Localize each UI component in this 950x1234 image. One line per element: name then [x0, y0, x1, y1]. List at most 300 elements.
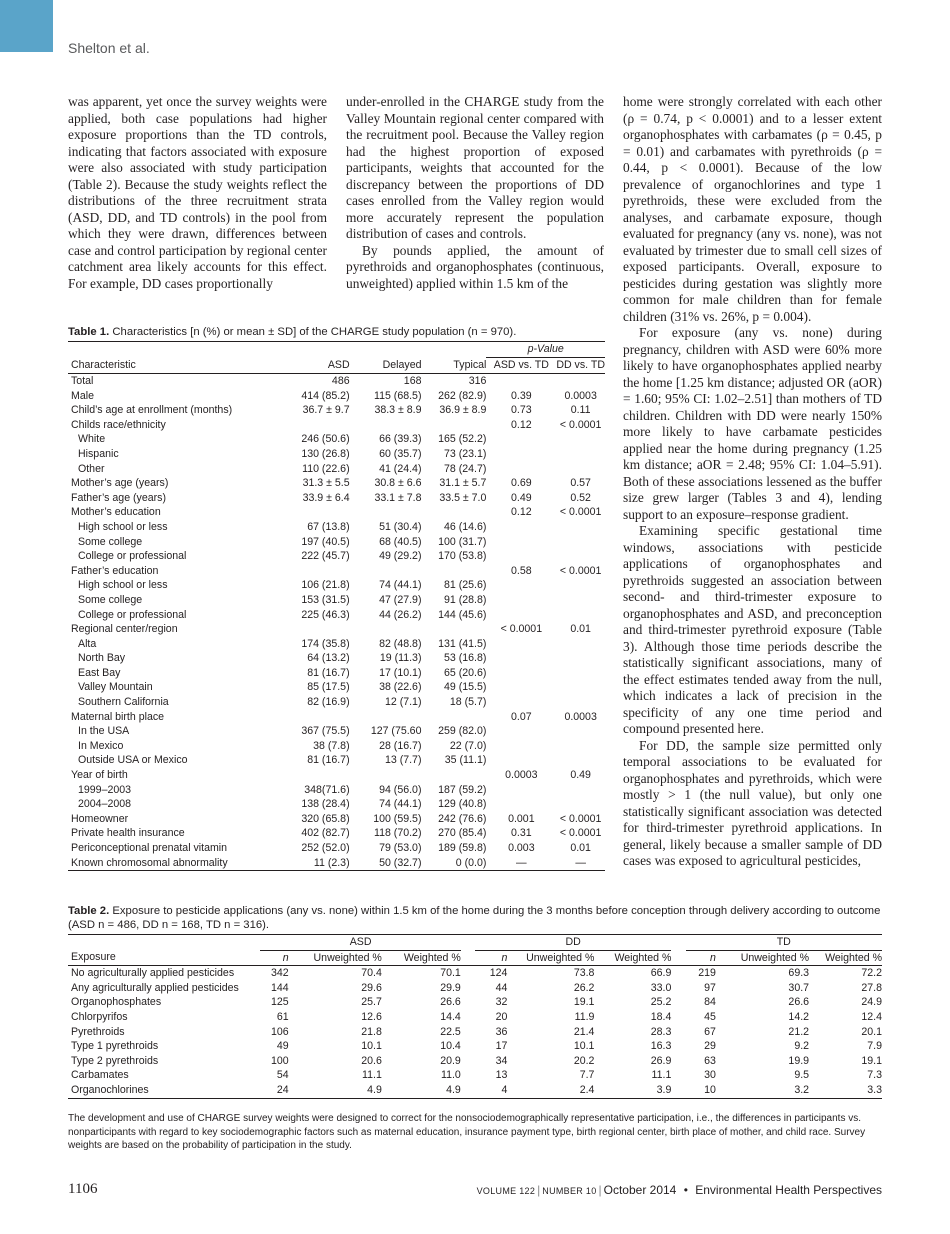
- table-cell: 94 (56.0): [379, 783, 422, 796]
- table-cell: < 0.0001: [559, 812, 602, 825]
- table-cell: [486, 753, 556, 768]
- table-cell: 219: [698, 967, 716, 980]
- table-cell: 0.73: [511, 404, 532, 417]
- table-cell: [268, 418, 350, 433]
- col-header: Typical: [453, 358, 487, 371]
- spacer-cell: [461, 1010, 475, 1025]
- table-row: [68, 812, 605, 827]
- table-cell: 189 (59.8): [438, 842, 487, 854]
- table-cell: 29.6: [361, 981, 382, 994]
- table-cell: 81 (16.7): [307, 754, 350, 767]
- table-cell: 36: [495, 1025, 508, 1038]
- table-cell: 21.2: [788, 1025, 810, 1038]
- table-cell: [486, 724, 556, 739]
- table-cell: [486, 549, 556, 564]
- table-cell: Mother’s education: [71, 506, 161, 519]
- table-cell: 36.9 ± 8.9: [439, 404, 487, 417]
- table-cell: 97: [704, 981, 716, 994]
- table-cell: 4.9: [446, 1083, 461, 1096]
- table-row: [68, 520, 605, 535]
- table-cell: 170 (53.8): [438, 550, 487, 563]
- table-cell: 0.12: [511, 418, 532, 431]
- page-number: 1106: [68, 1181, 98, 1197]
- table-row: [68, 666, 605, 681]
- spacer-cell: [671, 1039, 685, 1054]
- pvalue-header: p-Value: [527, 343, 564, 355]
- table-cell: 54: [276, 1069, 289, 1082]
- table-cell: 7.9: [867, 1040, 882, 1053]
- table-cell: 33.9 ± 6.4: [302, 491, 350, 504]
- table-cell: 25.7: [361, 996, 382, 1009]
- table-cell: 33.5 ± 7.0: [439, 491, 487, 504]
- spacer-cell: [671, 1054, 685, 1069]
- table-cell: 9.5: [794, 1069, 810, 1082]
- table-cell: 16.3: [650, 1040, 672, 1053]
- table-cell: [421, 710, 486, 725]
- table-cell: Valley Mountain: [78, 681, 153, 694]
- table-cell: 168: [403, 375, 422, 387]
- table-cell: 12 (7.1): [384, 696, 422, 709]
- table-cell: White: [78, 433, 106, 446]
- table-cell: [486, 462, 556, 477]
- table-cell: 10.4: [440, 1040, 461, 1053]
- table1-caption: [68, 325, 608, 339]
- table-row: [68, 505, 605, 520]
- table-cell: 79 (53.0): [379, 842, 422, 854]
- table-cell: [556, 374, 605, 389]
- table-cell: 0.49: [570, 769, 591, 782]
- table-cell: 0.0003: [564, 710, 597, 723]
- group-header-dd: DD: [475, 935, 671, 951]
- spacer-cell: [461, 1025, 475, 1040]
- table-cell: 130 (26.8): [301, 447, 350, 460]
- table-cell: Outside USA or Mexico: [78, 754, 188, 767]
- paragraph: By pounds applied, the amount of pyrethroids and organophosphates (continuous, unweighted) applied within 1.5 km of the: [346, 242, 604, 291]
- table-cell: 31.1 ± 5.7: [439, 477, 487, 490]
- table-cell: 131 (41.5): [438, 637, 487, 650]
- col-header: n: [282, 951, 289, 964]
- table-cell: [350, 505, 422, 520]
- table-cell: [421, 564, 486, 579]
- table-cell: High school or less: [78, 579, 168, 592]
- table-cell: 270 (85.4): [438, 827, 487, 840]
- table-row: [68, 841, 605, 856]
- table-cell: 33.0: [650, 981, 672, 994]
- table-cell: < 0.0001: [559, 827, 602, 840]
- table-cell: 20.6: [361, 1054, 382, 1067]
- table-cell: 33.1 ± 7.8: [374, 491, 422, 504]
- table-cell: 115 (68.5): [373, 389, 422, 402]
- table-cell: 10: [704, 1083, 716, 1096]
- table-cell: 38 (7.8): [313, 739, 350, 752]
- table-cell: [486, 608, 556, 623]
- table-row: [68, 710, 605, 725]
- table-row: [68, 535, 605, 550]
- table-cell: 24.9: [861, 996, 882, 1009]
- spacer-cell: [461, 995, 475, 1010]
- col-header: Exposure: [71, 951, 116, 964]
- table-row: [68, 447, 605, 462]
- issue-date: October 2014: [603, 1183, 677, 1197]
- table-cell: Childs race/ethnicity: [71, 418, 166, 431]
- table-cell: 69.3: [788, 967, 810, 980]
- table-cell: 11 (2.3): [313, 856, 350, 869]
- table-cell: 3.2: [794, 1083, 810, 1096]
- table-cell: [556, 578, 605, 593]
- table-cell: 14.4: [440, 1010, 461, 1023]
- table2-footnote: The development and use of CHARGE survey weights were designed to correct for the nonsociodemographically representative participation, i.e., the differences in participants vs. nonparticipants with regard to key sociodemographic factors such as maternal education, insurance payment type, birth regional center, birth place of mother, and child race. Survey weights are based on the probability of participation in the study.: [68, 1113, 866, 1151]
- table-cell: 197 (40.5): [301, 535, 350, 548]
- table-cell: 21.4: [573, 1025, 595, 1038]
- table-cell: 187 (59.2): [438, 783, 487, 796]
- table-cell: [556, 637, 605, 652]
- text-column-3: [623, 94, 882, 870]
- table-cell: 29: [704, 1040, 716, 1053]
- table-cell: 36.7 ± 9.7: [302, 404, 350, 417]
- table-cell: 11.1: [362, 1069, 382, 1082]
- table-cell: 26.2: [573, 981, 595, 994]
- table-cell: [486, 520, 556, 535]
- table-cell: 45: [704, 1010, 716, 1023]
- table-cell: No agriculturally applied pesticides: [71, 967, 235, 980]
- table1: [68, 341, 605, 871]
- table-cell: [556, 520, 605, 535]
- table-cell: [556, 432, 605, 447]
- col-header: Weighted %: [403, 951, 461, 964]
- col-header: Weighted %: [614, 951, 672, 964]
- table-cell: 51 (30.4): [379, 520, 422, 533]
- table-cell: [486, 680, 556, 695]
- table-cell: 49: [276, 1040, 289, 1053]
- table-cell: [486, 535, 556, 550]
- table-cell: 47 (27.9): [379, 593, 422, 606]
- table2-caption-text: Exposure to pesticide applications (any vs. none) within 1.5 km of the home during the 3 months before conception through delivery according to outcome (ASD n = 486, DD n = 168, TD n = 316).: [68, 905, 881, 931]
- table-cell: 85 (17.5): [307, 681, 350, 694]
- table-cell: [486, 797, 556, 812]
- table-row: [68, 739, 605, 754]
- table-cell: [556, 651, 605, 666]
- table-cell: 129 (40.8): [438, 798, 487, 811]
- table-cell: 74 (44.1): [379, 579, 422, 592]
- table-cell: [486, 695, 556, 710]
- table-cell: 118 (70.2): [373, 827, 422, 840]
- table-cell: 153 (31.5): [301, 593, 350, 606]
- table-cell: High school or less: [78, 520, 168, 533]
- table-cell: 10.1: [361, 1040, 382, 1053]
- table-cell: 262 (82.9): [438, 389, 487, 402]
- table-cell: [486, 432, 556, 447]
- table-cell: 26.6: [788, 996, 810, 1009]
- paragraph: was apparent, yet once the survey weights were applied, both case populations had higher exposure proportions than the TD controls, indicating that factors associated with exposure were also associated with study participation (Table 2). Because the study weights reflect the distributions of the three recruitment strata (ASD, DD, and TD controls) in the pool from which they were drawn, differences between case and control participation by regional center catchment area likely accounts for this effect. For example, DD cases proportionally: [68, 94, 327, 291]
- table-row: [68, 549, 605, 564]
- spacer-cell: [461, 1054, 475, 1069]
- spacer-cell: [461, 966, 475, 981]
- table-cell: 0.57: [570, 477, 591, 490]
- table-cell: 82 (16.9): [307, 696, 350, 709]
- table-cell: 124: [489, 967, 508, 980]
- text-column-2: [346, 94, 604, 292]
- table-cell: Father’s age (years): [71, 491, 166, 504]
- table-cell: —: [516, 856, 527, 869]
- table-cell: 3.3: [867, 1083, 882, 1096]
- table-cell: 65 (20.6): [443, 666, 487, 679]
- table-row: [68, 797, 605, 812]
- table-cell: 125: [271, 996, 289, 1009]
- table-cell: 342: [271, 967, 289, 980]
- table-cell: [556, 783, 605, 798]
- table-cell: 66.9: [650, 967, 672, 980]
- table-cell: 60 (35.7): [379, 447, 422, 460]
- table-cell: 14.2: [788, 1010, 810, 1023]
- table-cell: 0.52: [570, 491, 591, 504]
- table-row: [68, 418, 605, 433]
- col-header: Unweighted %: [313, 951, 382, 964]
- table-cell: 127 (75.60: [370, 725, 422, 738]
- table2-caption: [68, 904, 883, 932]
- table-cell: Chlorpyrifos: [71, 1010, 128, 1023]
- table-cell: 0.12: [511, 506, 532, 519]
- table-cell: Private health insurance: [71, 827, 185, 840]
- table-cell: 31.3 ± 5.5: [302, 477, 350, 490]
- table-cell: 320 (65.8): [301, 812, 350, 825]
- table-cell: 12.6: [361, 1010, 382, 1023]
- paragraph: For DD, the sample size permitted only temporal associations to be evaluated for organophosphates and pyrethroids, which were mostly > 1 (the null value), but only one statistically significant association was detected for third-trimester pyrethroid applications. In general, likely because a smaller sample of DD cases was exposed to agricultural pesticides,: [623, 737, 882, 868]
- table-cell: [486, 593, 556, 608]
- table-cell: 0.39: [511, 389, 532, 402]
- table-cell: 22.5: [440, 1025, 461, 1038]
- col-header: DD vs. TD: [556, 359, 605, 371]
- table-cell: < 0.0001: [500, 623, 543, 636]
- table-cell: 63: [704, 1054, 716, 1067]
- table-row: [68, 680, 605, 695]
- table-cell: 91 (28.8): [443, 593, 487, 606]
- spacer-cell: [461, 1068, 475, 1083]
- table-row: [68, 1010, 882, 1025]
- spacer-cell: [671, 995, 685, 1010]
- table-cell: 19.9: [788, 1054, 810, 1067]
- table-cell: College or professional: [78, 550, 187, 563]
- table-row: [68, 608, 605, 623]
- table-cell: 100: [271, 1054, 289, 1067]
- table-row: [68, 432, 605, 447]
- table-cell: 46 (14.6): [443, 520, 487, 533]
- table-cell: [268, 622, 350, 637]
- table-cell: [421, 622, 486, 637]
- table-cell: [556, 593, 605, 608]
- paragraph: under-enrolled in the CHARGE study from the Valley Mountain regional center compared with the recruitment pool. Because the Valley region had the highest proportion of exposed participants, weights that accounted for the discrepancy between the proportions of DD cases enrolled from the Valley region would more accurately represent the population distribution of cases and controls.: [346, 94, 604, 241]
- table-cell: Some college: [78, 535, 143, 548]
- table-cell: 70.1: [440, 967, 461, 980]
- col-header: n: [710, 951, 716, 964]
- table-cell: 11.0: [440, 1069, 461, 1082]
- table-cell: [556, 797, 605, 812]
- text-column-1: [68, 94, 327, 292]
- journal-footer: VOLUME 122 | NUMBER 10 | October 2014 • Environmental Health Perspectives: [476, 1183, 882, 1197]
- table-cell: Male: [71, 389, 94, 402]
- table-cell: 20.1: [861, 1025, 882, 1038]
- table-cell: [556, 462, 605, 477]
- table-cell: 10.1: [573, 1040, 595, 1053]
- table-cell: 246 (50.6): [301, 433, 350, 446]
- table-row: [68, 768, 605, 783]
- table-cell: —: [575, 856, 586, 869]
- table-cell: 30: [704, 1069, 716, 1082]
- spacer-cell: [461, 1039, 475, 1054]
- col-header: ASD vs. TD: [493, 359, 549, 371]
- table-cell: Organochlorines: [71, 1083, 149, 1096]
- table-cell: 0.001: [508, 812, 535, 825]
- spacer-cell: [671, 966, 685, 981]
- table-cell: 0.49: [511, 491, 532, 504]
- table-row: [68, 1039, 882, 1054]
- table-cell: Total: [71, 375, 94, 387]
- table-cell: 4: [501, 1083, 508, 1096]
- table-cell: 68 (40.5): [379, 535, 422, 548]
- table-cell: 49 (15.5): [443, 681, 487, 694]
- table-cell: [350, 418, 422, 433]
- table-cell: 22 (7.0): [449, 739, 487, 752]
- table-cell: 7.7: [579, 1069, 595, 1082]
- table-cell: 28 (16.7): [379, 739, 422, 752]
- table-cell: < 0.0001: [559, 506, 602, 519]
- table-cell: 222 (45.7): [301, 550, 350, 563]
- table-row: [68, 389, 605, 404]
- table-cell: 138 (28.4): [301, 798, 350, 811]
- table-cell: 19.1: [861, 1054, 882, 1067]
- table-row: [68, 1083, 882, 1098]
- table-cell: 26.9: [650, 1054, 672, 1067]
- table-cell: 19.1: [573, 996, 595, 1009]
- table-cell: 30.7: [788, 981, 810, 994]
- table-cell: Carbamates: [71, 1069, 129, 1082]
- table-cell: [350, 710, 422, 725]
- table-cell: [421, 505, 486, 520]
- table-cell: 17: [495, 1040, 508, 1053]
- table-cell: Known chromosomal abnormality: [71, 856, 228, 869]
- table1-caption-text: Characteristics [n (%) or mean ± SD] of the CHARGE study population (n = 970).: [112, 326, 517, 338]
- table-cell: Any agriculturally applied pesticides: [71, 981, 239, 994]
- spacer-cell: [461, 981, 475, 996]
- col-header: n: [501, 951, 508, 964]
- table-cell: [486, 783, 556, 798]
- table-cell: 20.9: [440, 1054, 461, 1067]
- table-cell: Child’s age at enrollment (months): [71, 404, 233, 417]
- table-cell: Maternal birth place: [71, 710, 165, 723]
- col-header: Unweighted %: [526, 951, 595, 964]
- table-cell: 41 (24.4): [379, 462, 422, 475]
- table-cell: 50 (32.7): [379, 856, 422, 869]
- table-cell: 2.4: [579, 1083, 595, 1096]
- table-cell: 32: [495, 996, 508, 1009]
- col-header: Unweighted %: [740, 951, 810, 964]
- journal-name: Environmental Health Perspectives: [695, 1183, 882, 1197]
- table-row: [68, 491, 605, 506]
- table-cell: 29.9: [440, 981, 461, 994]
- table-row: [68, 724, 605, 739]
- table-cell: 348(71.6): [304, 783, 350, 796]
- table-cell: [556, 724, 605, 739]
- table-cell: [350, 622, 422, 637]
- table1-label: Table 1.: [68, 326, 110, 338]
- table-row: [68, 403, 605, 418]
- volume-label: VOLUME 122: [476, 1186, 536, 1196]
- table-cell: 38.3 ± 8.9: [374, 404, 422, 417]
- table-cell: 73 (23.1): [443, 447, 487, 460]
- table-cell: 67: [704, 1025, 716, 1038]
- table-row: [68, 783, 605, 798]
- table-cell: 25.2: [650, 996, 672, 1009]
- table-cell: [556, 549, 605, 564]
- col-header: ASD: [327, 358, 350, 371]
- table-cell: 2004–2008: [78, 798, 132, 811]
- table-cell: Type 1 pyrethroids: [71, 1040, 159, 1053]
- table-cell: 64 (13.2): [307, 652, 350, 665]
- table-row: [68, 476, 605, 491]
- table-cell: [556, 739, 605, 754]
- table-cell: Organophosphates: [71, 996, 162, 1009]
- table-cell: Father’s education: [71, 564, 159, 577]
- table-cell: Alta: [78, 637, 97, 650]
- table-row: [68, 826, 605, 841]
- table-row: [68, 1054, 882, 1069]
- corner-color-tab: [0, 0, 53, 52]
- col-header: Weighted %: [825, 951, 882, 964]
- table-row: [68, 462, 605, 477]
- table-cell: 106: [271, 1025, 289, 1038]
- table-cell: College or professional: [78, 608, 187, 621]
- table-cell: 70.4: [361, 967, 382, 980]
- table-cell: [556, 753, 605, 768]
- table-cell: 110 (22.6): [302, 462, 350, 475]
- table-cell: 73.8: [573, 967, 595, 980]
- table-row: [68, 995, 882, 1010]
- table-cell: Regional center/region: [71, 623, 178, 636]
- table-cell: 82 (48.8): [379, 637, 422, 650]
- table-cell: Mother’s age (years): [71, 477, 169, 490]
- table-cell: 21.8: [361, 1025, 382, 1038]
- spacer-cell: [461, 1083, 475, 1098]
- table-cell: 49 (29.2): [379, 550, 422, 563]
- table-cell: [421, 768, 486, 783]
- table-cell: 486: [331, 375, 350, 387]
- table-cell: [486, 374, 556, 389]
- table-cell: 3.9: [656, 1083, 672, 1096]
- table-cell: 24: [276, 1083, 289, 1096]
- table-cell: Southern California: [78, 696, 169, 709]
- footer-bullet: •: [683, 1183, 688, 1197]
- table-cell: 0.11: [570, 404, 591, 417]
- table-cell: 367 (75.5): [301, 725, 350, 738]
- table-cell: 0.01: [570, 842, 591, 854]
- table-cell: 0.69: [511, 477, 532, 490]
- table-cell: 35 (11.1): [444, 754, 487, 767]
- table-cell: 61: [276, 1010, 289, 1023]
- group-header-td: TD: [686, 935, 882, 951]
- table-cell: 0.01: [570, 623, 591, 636]
- table-cell: 81 (16.7): [307, 666, 350, 679]
- table-cell: 174 (35.8): [301, 637, 350, 650]
- table-cell: 0.0003: [564, 389, 597, 402]
- spacer-cell: [671, 981, 685, 996]
- table-cell: 18 (5.7): [449, 696, 487, 709]
- table-cell: [556, 535, 605, 550]
- table-cell: 144: [271, 981, 289, 994]
- table-row: [68, 981, 882, 996]
- table-cell: 74 (44.1): [379, 798, 422, 811]
- table-cell: 44 (26.2): [379, 608, 422, 621]
- table-cell: 100 (31.7): [438, 535, 487, 548]
- table-cell: 106 (21.8): [301, 579, 350, 592]
